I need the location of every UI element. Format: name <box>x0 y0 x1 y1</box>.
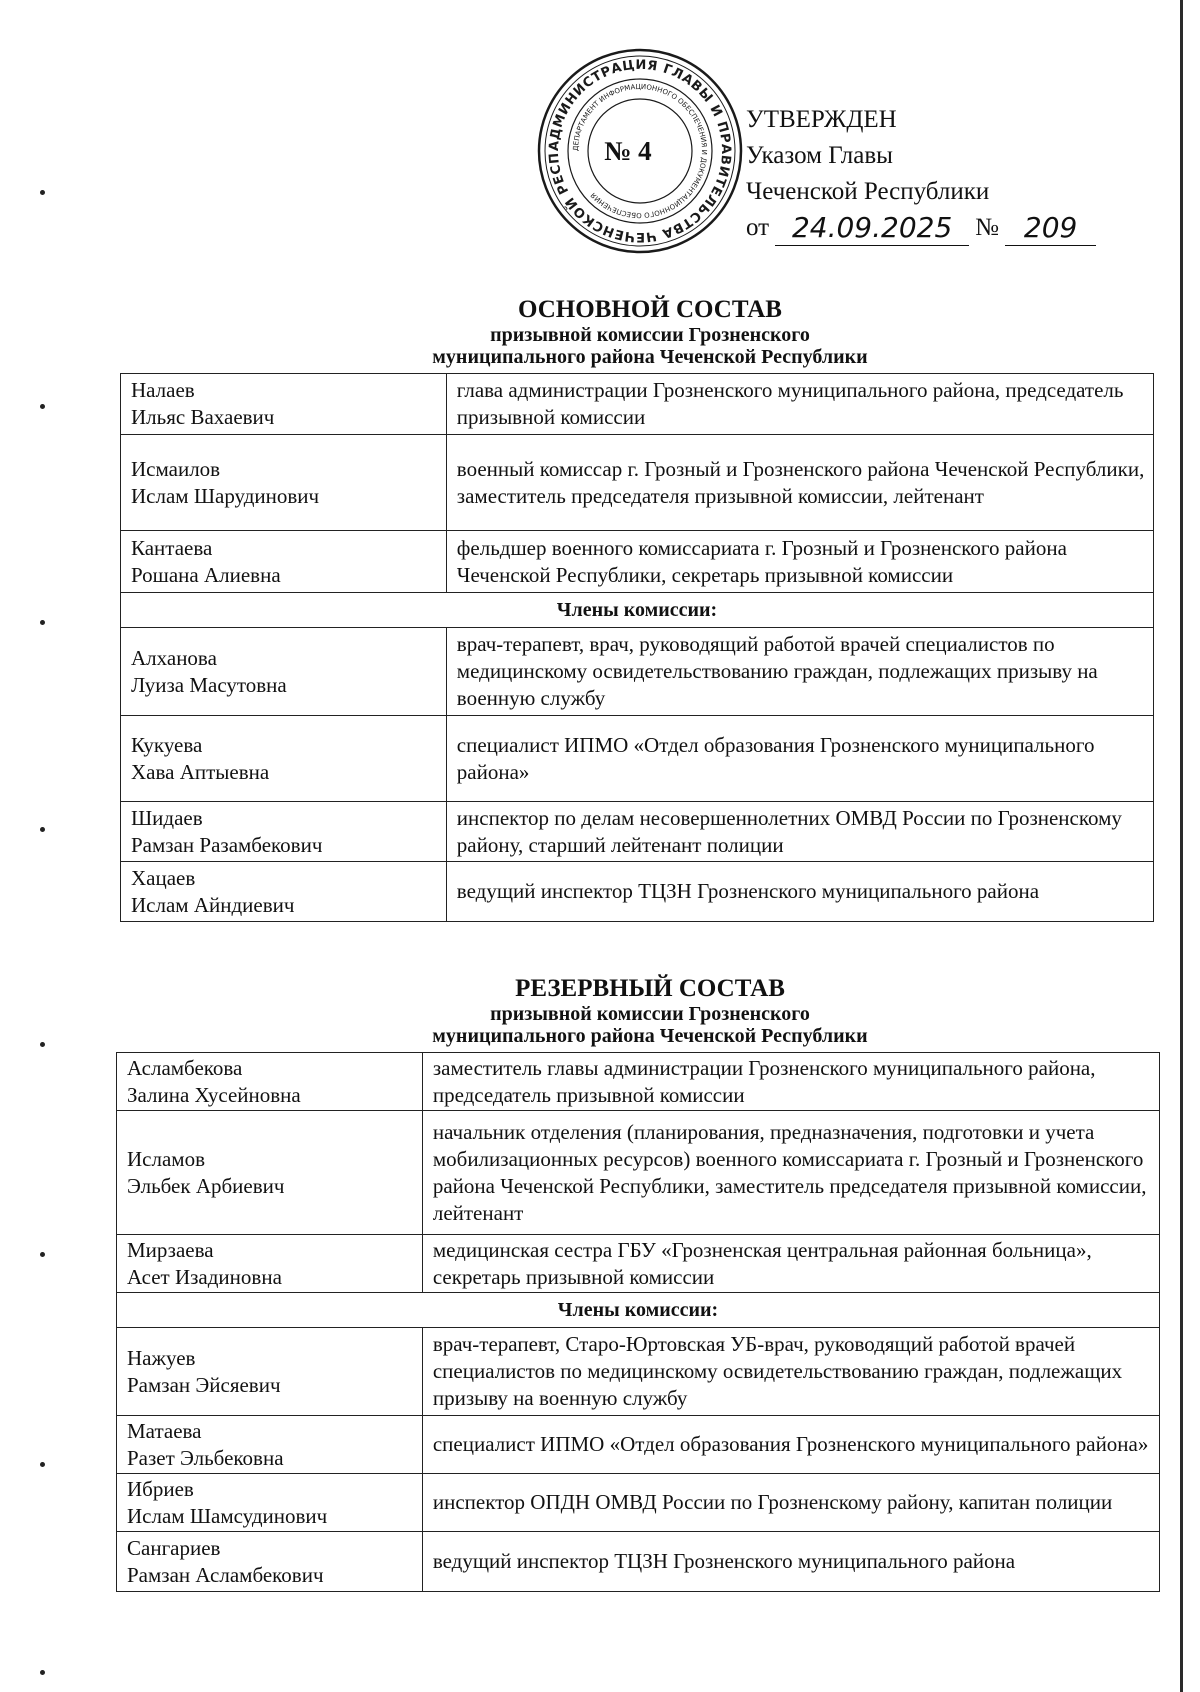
member-role-cell: ведущий инспектор ТЦЗН Грозненского муниципального района <box>446 862 1153 922</box>
reserve-heading <box>0 975 1200 1047</box>
member-name-cell <box>121 862 447 922</box>
margin-mark <box>40 404 45 409</box>
table-row <box>117 1532 1160 1592</box>
member-given-name: Ислам Шарудинович <box>131 483 320 508</box>
member-surname: Алханова <box>131 645 217 670</box>
member-surname: Хацаев <box>131 865 196 890</box>
table-row <box>121 628 1154 716</box>
main-heading <box>0 296 1200 368</box>
approval-title: УТВЕРЖДЕН <box>746 106 897 133</box>
reserve-subtitle-1: призывной комиссии Грозненского <box>490 1003 810 1025</box>
member-name-cell <box>117 1474 423 1532</box>
member-name-cell <box>121 628 447 716</box>
table-row <box>117 1328 1160 1416</box>
member-given-name: Рошана Алиевна <box>131 562 281 587</box>
member-role-cell: ведущий инспектор ТЦЗН Грозненского муниципального района <box>422 1532 1159 1592</box>
reserve-composition-table <box>116 1052 1160 1592</box>
member-name-cell <box>117 1532 423 1592</box>
member-given-name: Разет Эльбековна <box>127 1445 284 1470</box>
member-surname: Сангариев <box>127 1535 221 1560</box>
main-composition-table <box>120 373 1154 922</box>
member-role-cell: заместитель главы администрации Грозненского муниципального района, председатель призывной комиссии <box>422 1053 1159 1111</box>
date-prefix: от <box>746 214 770 241</box>
main-title: ОСНОВНОЙ СОСТАВ <box>518 296 782 323</box>
table-row <box>121 374 1154 435</box>
seal-inner-text: ДЕПАРТАМЕНТ ИНФОРМАЦИОННОГО ОБЕСПЕЧЕНИЯ И ДОКУМЕНТАЦИОННОГО ОБЕСПЕЧЕНИЯ <box>571 82 709 220</box>
number-prefix: № <box>975 214 999 241</box>
reserve-title: РЕЗЕРВНЫЙ СОСТАВ <box>515 975 785 1002</box>
members-label: Члены комиссии: <box>121 593 1154 628</box>
members-label: Члены комиссии: <box>117 1293 1160 1328</box>
table-row <box>121 862 1154 922</box>
member-given-name: Ильяс Вахаевич <box>131 405 275 429</box>
member-surname: Кантаева <box>131 535 213 560</box>
member-surname: Матаева <box>127 1418 202 1443</box>
member-given-name: Рамзан Эйсяевич <box>127 1372 281 1397</box>
table-row <box>121 593 1154 628</box>
member-surname: Нажуев <box>127 1345 196 1370</box>
decree-date: 24.09.2025 <box>775 211 969 246</box>
member-role-cell: специалист ИПМО «Отдел образования Грозненского муниципального района» <box>446 716 1153 802</box>
member-name-cell <box>121 716 447 802</box>
member-given-name: Залина Хусейновна <box>127 1082 301 1107</box>
member-given-name: Ислам Шамсудинович <box>127 1503 328 1528</box>
member-name-cell <box>117 1111 423 1235</box>
approval-block <box>746 102 1096 246</box>
member-surname: Асламбекова <box>127 1055 243 1080</box>
table-row <box>117 1416 1160 1474</box>
member-surname: Ибриев <box>127 1476 194 1501</box>
member-role-cell: инспектор ОПДН ОМВД России по Грозненскому району, капитан полиции <box>422 1474 1159 1532</box>
margin-mark <box>40 1462 45 1467</box>
scan-edge-line <box>1180 0 1183 1692</box>
table-row <box>121 435 1154 531</box>
member-given-name: Хава Аптыевна <box>131 759 270 784</box>
member-role-cell: глава администрации Грозненского муниципального района, председатель призывной комиссии <box>446 374 1153 435</box>
table-row <box>121 802 1154 862</box>
member-name-cell <box>117 1235 423 1293</box>
main-subtitle-1: призывной комиссии Грозненского <box>490 324 810 346</box>
member-name-cell <box>121 374 447 435</box>
table-row <box>117 1235 1160 1293</box>
member-given-name: Рамзан Асламбекович <box>127 1562 324 1587</box>
table-row <box>117 1053 1160 1111</box>
margin-mark <box>40 827 45 832</box>
member-given-name: Эльбек Арбиевич <box>127 1173 285 1198</box>
approval-republic: Чеченской Республики <box>746 178 990 205</box>
member-role-cell: врач-терапевт, врач, руководящий работой врачей специалистов по медицинскому освидетельствованию граждан, подлежащих призыву на военную службу <box>446 628 1153 716</box>
member-name-cell <box>117 1328 423 1416</box>
member-role-cell: военный комиссар г. Грозный и Грозненского района Чеченской Республики, заместитель председателя призывной комиссии, лейтенант <box>446 435 1153 531</box>
approval-decree: Указом Главы <box>746 142 893 169</box>
margin-mark <box>40 1670 45 1675</box>
member-name-cell <box>117 1416 423 1474</box>
decree-number: 209 <box>1005 211 1096 246</box>
seal-number: № 4 <box>604 135 652 166</box>
member-name-cell <box>121 435 447 531</box>
member-surname: Мирзаева <box>127 1237 214 1262</box>
member-role-cell: начальник отделения (планирования, предназначения, подготовки и учета мобилизационных ресурсов) военного комиссариата г. Грозный и Грозненского района Чеченской Республики, заместитель председателя призывной комиссии, лейтенант <box>422 1111 1159 1235</box>
table-row <box>121 716 1154 802</box>
member-role-cell: специалист ИПМО «Отдел образования Грозненского муниципального района» <box>422 1416 1159 1474</box>
member-given-name: Луиза Масутовна <box>131 672 287 697</box>
member-name-cell <box>121 802 447 862</box>
seal-ring-text: АДМИНИСТРАЦИЯ ГЛАВЫ И ПРАВИТЕЛЬСТВА ЧЕЧЕНСКОЙ РЕСП <box>546 57 734 245</box>
member-surname: Шидаев <box>131 805 203 830</box>
member-given-name: Рамзан Разамбекович <box>131 832 323 857</box>
member-surname: Исмаилов <box>131 456 221 481</box>
member-given-name: Асет Изадиновна <box>127 1264 282 1289</box>
table-row <box>121 531 1154 593</box>
margin-mark <box>40 620 45 625</box>
margin-mark <box>40 190 45 195</box>
table-row <box>117 1111 1160 1235</box>
approval-date-line <box>746 210 1096 246</box>
member-surname: Кукуева <box>131 732 203 757</box>
member-given-name: Ислам Айндиевич <box>131 892 295 917</box>
table-row <box>117 1293 1160 1328</box>
member-role-cell: фельдшер военного комиссариата г. Грозный и Грозненского района Чеченской Республики, секретарь призывной комиссии <box>446 531 1153 593</box>
main-subtitle-2: муниципального района Чеченской Республики <box>432 346 868 368</box>
margin-mark <box>40 1252 45 1257</box>
member-role-cell: врач-терапевт, Старо-Юртовская УБ-врач, руководящий работой врачей специалистов по медицинскому освидетельствованию граждан, подлежащих призыву на военную службу <box>422 1328 1159 1416</box>
member-role-cell: инспектор по делам несовершеннолетних ОМВД России по Грозненскому району, старший лейтенант полиции <box>446 802 1153 862</box>
reserve-subtitle-2: муниципального района Чеченской Республики <box>432 1025 868 1047</box>
member-name-cell <box>121 531 447 593</box>
table-row <box>117 1474 1160 1532</box>
member-role-cell: медицинская сестра ГБУ «Грозненская центральная районная больница», секретарь призывной комиссии <box>422 1235 1159 1293</box>
official-seal <box>537 48 743 254</box>
member-surname: Исламов <box>127 1146 205 1171</box>
member-name-cell <box>117 1053 423 1111</box>
member-surname: Налаев <box>131 378 195 402</box>
